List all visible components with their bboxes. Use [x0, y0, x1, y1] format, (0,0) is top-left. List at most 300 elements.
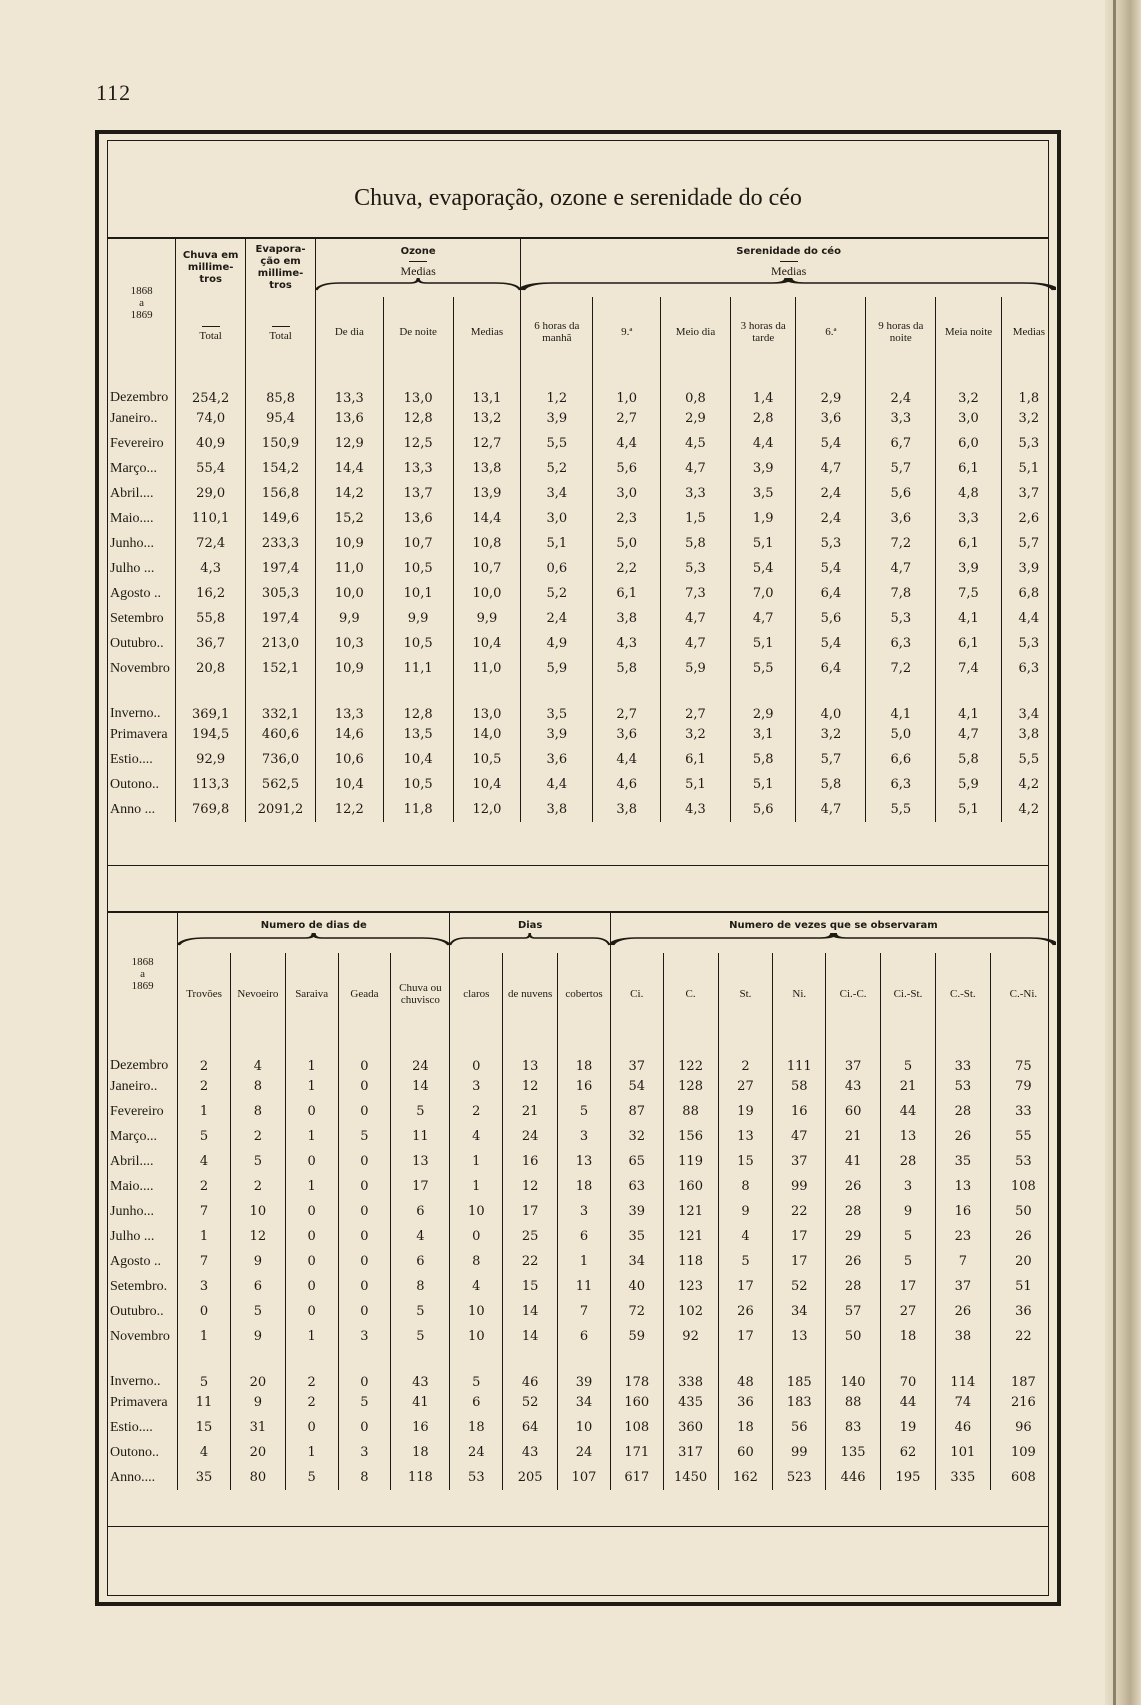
- table-cell: 5,3: [866, 606, 936, 631]
- table-cell: 6: [230, 1274, 285, 1299]
- table-cell: 17: [773, 1249, 826, 1274]
- table-cell: 60: [718, 1440, 773, 1465]
- table-row: [108, 1124, 1056, 1149]
- days-brace: [450, 932, 609, 946]
- t2-col-header-2: Saraiva: [285, 953, 338, 1035]
- table-cell: 2,4: [796, 481, 866, 506]
- table-cell: 19: [881, 1415, 936, 1440]
- table-cell: 16: [391, 1415, 450, 1440]
- table-cell: 24: [503, 1124, 558, 1149]
- table-cell: 5,7: [866, 456, 936, 481]
- table-cell: 4,7: [796, 797, 866, 822]
- table-cell: 233,3: [246, 531, 316, 556]
- table-cell: 5,1: [936, 797, 1002, 822]
- table-cell: 122: [663, 1035, 718, 1074]
- table-cell: 5,7: [1001, 531, 1056, 556]
- table-row: [108, 797, 1056, 822]
- table-cell: 0: [338, 1174, 391, 1199]
- table-cell: 5,1: [730, 631, 796, 656]
- table-cell: 0: [338, 1074, 391, 1099]
- table-frame: [95, 130, 1061, 1606]
- evaporation-header: Evapora-ção em millime-tros: [246, 239, 316, 297]
- table-cell: 13,5: [383, 722, 453, 747]
- table-cell: 14: [391, 1074, 450, 1099]
- table-cell: 111: [773, 1035, 826, 1074]
- row-label: Junho...: [110, 1203, 154, 1219]
- table-cell: 6,1: [661, 747, 731, 772]
- table-cell: 62: [881, 1440, 936, 1465]
- table-cell: 57: [826, 1299, 881, 1324]
- table-cell: 11,0: [453, 656, 521, 681]
- serenity-header: Serenidade do céo: [736, 245, 841, 257]
- t1-col-header-1: De noite: [383, 297, 453, 367]
- table-cell: 10,4: [453, 772, 521, 797]
- table-cell: 4,8: [936, 481, 1002, 506]
- table-cell: 28: [935, 1099, 990, 1124]
- table-cell: 102: [663, 1299, 718, 1324]
- table-cell: 7,2: [866, 531, 936, 556]
- table-cell: 5,8: [593, 656, 661, 681]
- table-cell: 1: [285, 1035, 338, 1074]
- table-cell: 16: [773, 1099, 826, 1124]
- table-cell: 13,3: [383, 456, 453, 481]
- table-cell: 5,9: [936, 772, 1002, 797]
- table-cell: 0: [285, 1299, 338, 1324]
- table-cell: 5: [881, 1224, 936, 1249]
- table-cell: 6,3: [866, 631, 936, 656]
- row-label: Agosto ..: [110, 585, 161, 601]
- table-cell: 7: [558, 1299, 611, 1324]
- table-cell: 36: [718, 1390, 773, 1415]
- table-cell: 13: [391, 1149, 450, 1174]
- row-label: Fevereiro: [110, 435, 164, 451]
- days-header: Dias: [517, 920, 543, 931]
- table-cell: 2,7: [593, 681, 661, 722]
- table-cell: 35: [178, 1465, 231, 1490]
- table-cell: 108: [990, 1174, 1056, 1199]
- table-cell: 13,3: [315, 367, 383, 406]
- table-cell: 1,5: [661, 506, 731, 531]
- table-cell: 0,6: [521, 556, 593, 581]
- table-cell: 213,0: [246, 631, 316, 656]
- table-cell: 26: [935, 1299, 990, 1324]
- table-cell: 10,1: [383, 581, 453, 606]
- table-cell: 178: [610, 1349, 663, 1390]
- table-cell: 10,6: [315, 747, 383, 772]
- rain-total-header: Total: [176, 297, 246, 367]
- table-cell: 5,8: [936, 747, 1002, 772]
- t2-col-header-15: C.-Ni.: [990, 953, 1056, 1035]
- table-cell: 317: [663, 1440, 718, 1465]
- table-cell: 4: [718, 1224, 773, 1249]
- table-cell: 4,7: [661, 456, 731, 481]
- table-cell: 44: [881, 1390, 936, 1415]
- table-cell: 16: [935, 1199, 990, 1224]
- table-cell: 6: [450, 1390, 503, 1415]
- table-cell: 617: [610, 1465, 663, 1490]
- table-cell: 446: [826, 1465, 881, 1490]
- table-cell: 110,1: [176, 506, 246, 531]
- table-cell: 1: [178, 1099, 231, 1124]
- table-cell: 5,7: [796, 747, 866, 772]
- table-row: [108, 1074, 1056, 1099]
- table-cell: 87: [610, 1099, 663, 1124]
- table-cell: 0: [338, 1035, 391, 1074]
- row-label: Primavera: [110, 1394, 168, 1410]
- table-row: [108, 631, 1056, 656]
- table-cell: 6,4: [796, 656, 866, 681]
- table-cell: 14: [503, 1299, 558, 1324]
- table-cell: 37: [773, 1149, 826, 1174]
- table-cell: 769,8: [176, 797, 246, 822]
- table-cell: 13,9: [453, 481, 521, 506]
- table-row: [108, 772, 1056, 797]
- table-cell: 51: [990, 1274, 1056, 1299]
- table-cell: 6,1: [936, 631, 1002, 656]
- table-cell: 12,0: [453, 797, 521, 822]
- table-cell: 5,9: [661, 656, 731, 681]
- table-cell: 0: [285, 1149, 338, 1174]
- table-cell: 0: [338, 1415, 391, 1440]
- table-cell: 59: [610, 1324, 663, 1349]
- table-cell: 5: [178, 1124, 231, 1149]
- t2-col-header-4: Chuva ou chuvisco: [391, 953, 450, 1035]
- table-cell: 5,5: [1001, 747, 1056, 772]
- table-cell: 15,2: [315, 506, 383, 531]
- table-cell: 33: [990, 1099, 1056, 1124]
- table-cell: 3: [558, 1199, 611, 1224]
- row-label: Abril....: [110, 485, 154, 501]
- row-label: Julho ...: [110, 560, 155, 576]
- table-cell: 10,0: [453, 581, 521, 606]
- table-cell: 27: [881, 1299, 936, 1324]
- table-cell: 6,3: [866, 772, 936, 797]
- table-cell: 0: [285, 1274, 338, 1299]
- row-label: Outono..: [110, 776, 159, 792]
- table-cell: 1: [450, 1149, 503, 1174]
- table-cell: 29,0: [176, 481, 246, 506]
- table-cell: 6,6: [866, 747, 936, 772]
- table-cell: 5,1: [661, 772, 731, 797]
- days-count-brace: [178, 932, 449, 946]
- table-cell: 13: [558, 1149, 611, 1174]
- table-cell: 156,8: [246, 481, 316, 506]
- table-cell: 6: [391, 1199, 450, 1224]
- table-cell: 4,7: [661, 606, 731, 631]
- table-row: [108, 1099, 1056, 1124]
- table-cell: 24: [391, 1035, 450, 1074]
- table-cell: 7,4: [936, 656, 1002, 681]
- t2-col-header-13: Ci.-St.: [881, 953, 936, 1035]
- table-cell: 4,1: [936, 681, 1002, 722]
- table-cell: 4,4: [593, 431, 661, 456]
- table-cell: 5,8: [661, 531, 731, 556]
- table-cell: 4,1: [936, 606, 1002, 631]
- table-cell: 4,3: [661, 797, 731, 822]
- table-cell: 195: [881, 1465, 936, 1490]
- table-cell: 5,6: [593, 456, 661, 481]
- row-label: Maio....: [110, 1178, 154, 1194]
- table-cell: 17: [718, 1274, 773, 1299]
- table-row: [108, 1390, 1056, 1415]
- t2-col-header-1: Nevoeiro: [230, 953, 285, 1035]
- table-cell: 5: [450, 1349, 503, 1390]
- table-cell: 63: [610, 1174, 663, 1199]
- table-cell: 26: [826, 1249, 881, 1274]
- row-label: Primavera: [110, 726, 168, 742]
- table-cell: 171: [610, 1440, 663, 1465]
- table-cell: 7,3: [661, 581, 731, 606]
- table-row: [108, 681, 1056, 722]
- observations-group-header: [610, 913, 1056, 953]
- table-cell: 2: [230, 1174, 285, 1199]
- t1-col-header-10: Medias: [1001, 297, 1056, 367]
- serenity-group-header: [521, 239, 1056, 297]
- table-cell: 9,9: [315, 606, 383, 631]
- table-cell: 7: [178, 1199, 231, 1224]
- row-label: Abril....: [110, 1153, 154, 1169]
- table-cell: 2: [285, 1349, 338, 1390]
- table-cell: 194,5: [176, 722, 246, 747]
- table-cell: 114: [935, 1349, 990, 1390]
- table-cell: 5,5: [730, 656, 796, 681]
- table-cell: 48: [718, 1349, 773, 1390]
- table-cell: 53: [450, 1465, 503, 1490]
- table-cell: 72: [610, 1299, 663, 1324]
- table-cell: 5,4: [796, 431, 866, 456]
- table-cell: 28: [826, 1274, 881, 1299]
- table-cell: 80: [230, 1465, 285, 1490]
- table-cell: 1450: [663, 1465, 718, 1490]
- table-cell: 29: [826, 1224, 881, 1249]
- table-cell: 10: [450, 1299, 503, 1324]
- table-cell: 7,5: [936, 581, 1002, 606]
- table-cell: 3: [558, 1124, 611, 1149]
- table-cell: 83: [826, 1415, 881, 1440]
- table-cell: 50: [990, 1199, 1056, 1224]
- table-cell: 4,9: [521, 631, 593, 656]
- table-cell: 3,6: [866, 506, 936, 531]
- table-cell: 10,4: [453, 631, 521, 656]
- table-cell: 35: [935, 1149, 990, 1174]
- t1-col-header-5: Meio dia: [661, 297, 731, 367]
- table-row: [108, 1035, 1056, 1074]
- table-cell: 2,3: [593, 506, 661, 531]
- t2-col-header-5: claros: [450, 953, 503, 1035]
- table-cell: 0: [285, 1415, 338, 1440]
- table-cell: 460,6: [246, 722, 316, 747]
- table-cell: 26: [935, 1124, 990, 1149]
- table-cell: 43: [391, 1349, 450, 1390]
- table-cell: 31: [230, 1415, 285, 1440]
- table-cell: 74,0: [176, 406, 246, 431]
- table-cell: 1,8: [1001, 367, 1056, 406]
- row-label: Março...: [110, 460, 158, 476]
- table-cell: 92,9: [176, 747, 246, 772]
- table-cell: 5: [881, 1249, 936, 1274]
- table-cell: 185: [773, 1349, 826, 1390]
- table-cell: 183: [773, 1390, 826, 1415]
- table-cell: 34: [610, 1249, 663, 1274]
- t2-col-header-10: St.: [718, 953, 773, 1035]
- table-cell: 26: [990, 1224, 1056, 1249]
- page-edge: [1105, 0, 1141, 1705]
- table-cell: 24: [450, 1440, 503, 1465]
- table-cell: 2: [230, 1124, 285, 1149]
- table-cell: 36,7: [176, 631, 246, 656]
- table-cell: 6,1: [936, 456, 1002, 481]
- table-cell: 34: [558, 1390, 611, 1415]
- table-cell: 4,7: [936, 722, 1002, 747]
- table-cell: 10,0: [315, 581, 383, 606]
- table-cell: 6: [558, 1224, 611, 1249]
- table-cell: 8: [338, 1465, 391, 1490]
- table-cell: 13,0: [383, 367, 453, 406]
- table-cell: 26: [826, 1174, 881, 1199]
- bottom-rule: [108, 1526, 1048, 1527]
- table-cell: 18: [558, 1035, 611, 1074]
- table-cell: 5,4: [796, 631, 866, 656]
- table-cell: 123: [663, 1274, 718, 1299]
- row-label: Novembro: [110, 660, 170, 676]
- t1-col-header-2: Medias: [453, 297, 521, 367]
- table-cell: 3,8: [593, 797, 661, 822]
- row-label: Junho...: [110, 535, 154, 551]
- table-cell: 0: [285, 1224, 338, 1249]
- table-cell: 1: [450, 1174, 503, 1199]
- table-cell: 736,0: [246, 747, 316, 772]
- table-cell: 4,7: [796, 456, 866, 481]
- table-cell: 52: [503, 1390, 558, 1415]
- row-label: Setembro.: [110, 1278, 168, 1294]
- table-cell: 10,8: [453, 531, 521, 556]
- table-cell: 2,7: [593, 406, 661, 431]
- table-cell: 99: [773, 1440, 826, 1465]
- table-cell: 435: [663, 1390, 718, 1415]
- table-cell: 10,5: [383, 631, 453, 656]
- table-cell: 4: [391, 1224, 450, 1249]
- table-cell: 19: [718, 1099, 773, 1124]
- table-cell: 140: [826, 1349, 881, 1390]
- table-cell: 160: [663, 1174, 718, 1199]
- row-label: Outubro..: [110, 635, 164, 651]
- table-cell: 10,9: [315, 656, 383, 681]
- table-cell: 70: [881, 1349, 936, 1390]
- table-cell: 10: [230, 1199, 285, 1224]
- t1-col-header-8: 9 horas da noite: [866, 297, 936, 367]
- table-cell: 4,4: [593, 747, 661, 772]
- table-cell: 4,2: [1001, 772, 1056, 797]
- table-cell: 10,5: [383, 556, 453, 581]
- table-cell: 0: [178, 1299, 231, 1324]
- table-row: [108, 1299, 1056, 1324]
- table-row: [108, 456, 1056, 481]
- t2-col-header-0: Trovões: [178, 953, 231, 1035]
- table-cell: 1,4: [730, 367, 796, 406]
- table-cell: 523: [773, 1465, 826, 1490]
- table-cell: 2: [178, 1074, 231, 1099]
- row-label: Julho ...: [110, 1228, 155, 1244]
- table-cell: 113,3: [176, 772, 246, 797]
- table-cell: 7: [178, 1249, 231, 1274]
- table-cell: 40: [610, 1274, 663, 1299]
- table-cell: 95,4: [246, 406, 316, 431]
- table-cell: 2,6: [1001, 506, 1056, 531]
- observations-brace: [611, 932, 1056, 946]
- table-cell: 74: [935, 1390, 990, 1415]
- table-cell: 12: [503, 1174, 558, 1199]
- table-cell: 2,4: [521, 606, 593, 631]
- table-cell: 8: [391, 1274, 450, 1299]
- table-cell: 197,4: [246, 606, 316, 631]
- table-cell: 0: [338, 1224, 391, 1249]
- table-cell: 2: [178, 1174, 231, 1199]
- table-cell: 121: [663, 1224, 718, 1249]
- table-cell: 14,0: [453, 722, 521, 747]
- table-cell: 4,4: [521, 772, 593, 797]
- table-cell: 8: [718, 1174, 773, 1199]
- table-cell: 11,0: [315, 556, 383, 581]
- table-cell: 3,3: [936, 506, 1002, 531]
- row-label: Fevereiro: [110, 1103, 164, 1119]
- row-label: Anno ...: [110, 801, 156, 817]
- table-cell: 2,8: [730, 406, 796, 431]
- evaporation-total-header: Total: [246, 297, 316, 367]
- table-cell: 6,3: [1001, 656, 1056, 681]
- table-cell: 41: [826, 1149, 881, 1174]
- row-label: Estio....: [110, 751, 153, 767]
- t2-col-header-8: Ci.: [610, 953, 663, 1035]
- table-cell: 22: [990, 1324, 1056, 1349]
- row-label: Março...: [110, 1128, 158, 1144]
- table-cell: 18: [450, 1415, 503, 1440]
- table-cell: 15: [503, 1274, 558, 1299]
- table-cell: 0,8: [661, 367, 731, 406]
- table-cell: 135: [826, 1440, 881, 1465]
- table-cell: 55,8: [176, 606, 246, 631]
- table-cell: 5,6: [796, 606, 866, 631]
- table-cell: 5: [881, 1035, 936, 1074]
- table-cell: 11,1: [383, 656, 453, 681]
- table-cell: 79: [990, 1074, 1056, 1099]
- table-cell: 3,0: [936, 406, 1002, 431]
- table-cell: 3,9: [730, 456, 796, 481]
- table-row: [108, 1249, 1056, 1274]
- table-row: [108, 1324, 1056, 1349]
- table-cell: 33: [935, 1035, 990, 1074]
- table-cell: 3,8: [593, 606, 661, 631]
- table-cell: 41: [391, 1390, 450, 1415]
- table-cell: 13,1: [453, 367, 521, 406]
- table-row: [108, 1415, 1056, 1440]
- table-cell: 37: [610, 1035, 663, 1074]
- table-cell: 14,4: [453, 506, 521, 531]
- table-cell: 5,3: [796, 531, 866, 556]
- table-cell: 3,8: [1001, 722, 1056, 747]
- table-cell: 56: [773, 1415, 826, 1440]
- table-cell: 14,2: [315, 481, 383, 506]
- table-cell: 10,3: [315, 631, 383, 656]
- table-row: [108, 722, 1056, 747]
- table-cell: 4: [178, 1149, 231, 1174]
- table-cell: 5,2: [521, 581, 593, 606]
- table-cell: 28: [881, 1149, 936, 1174]
- table-cell: 2: [285, 1390, 338, 1415]
- table-cell: 85,8: [246, 367, 316, 406]
- table-cell: 13,6: [383, 506, 453, 531]
- row-label: Anno....: [110, 1469, 156, 1485]
- table-cell: 2,9: [661, 406, 731, 431]
